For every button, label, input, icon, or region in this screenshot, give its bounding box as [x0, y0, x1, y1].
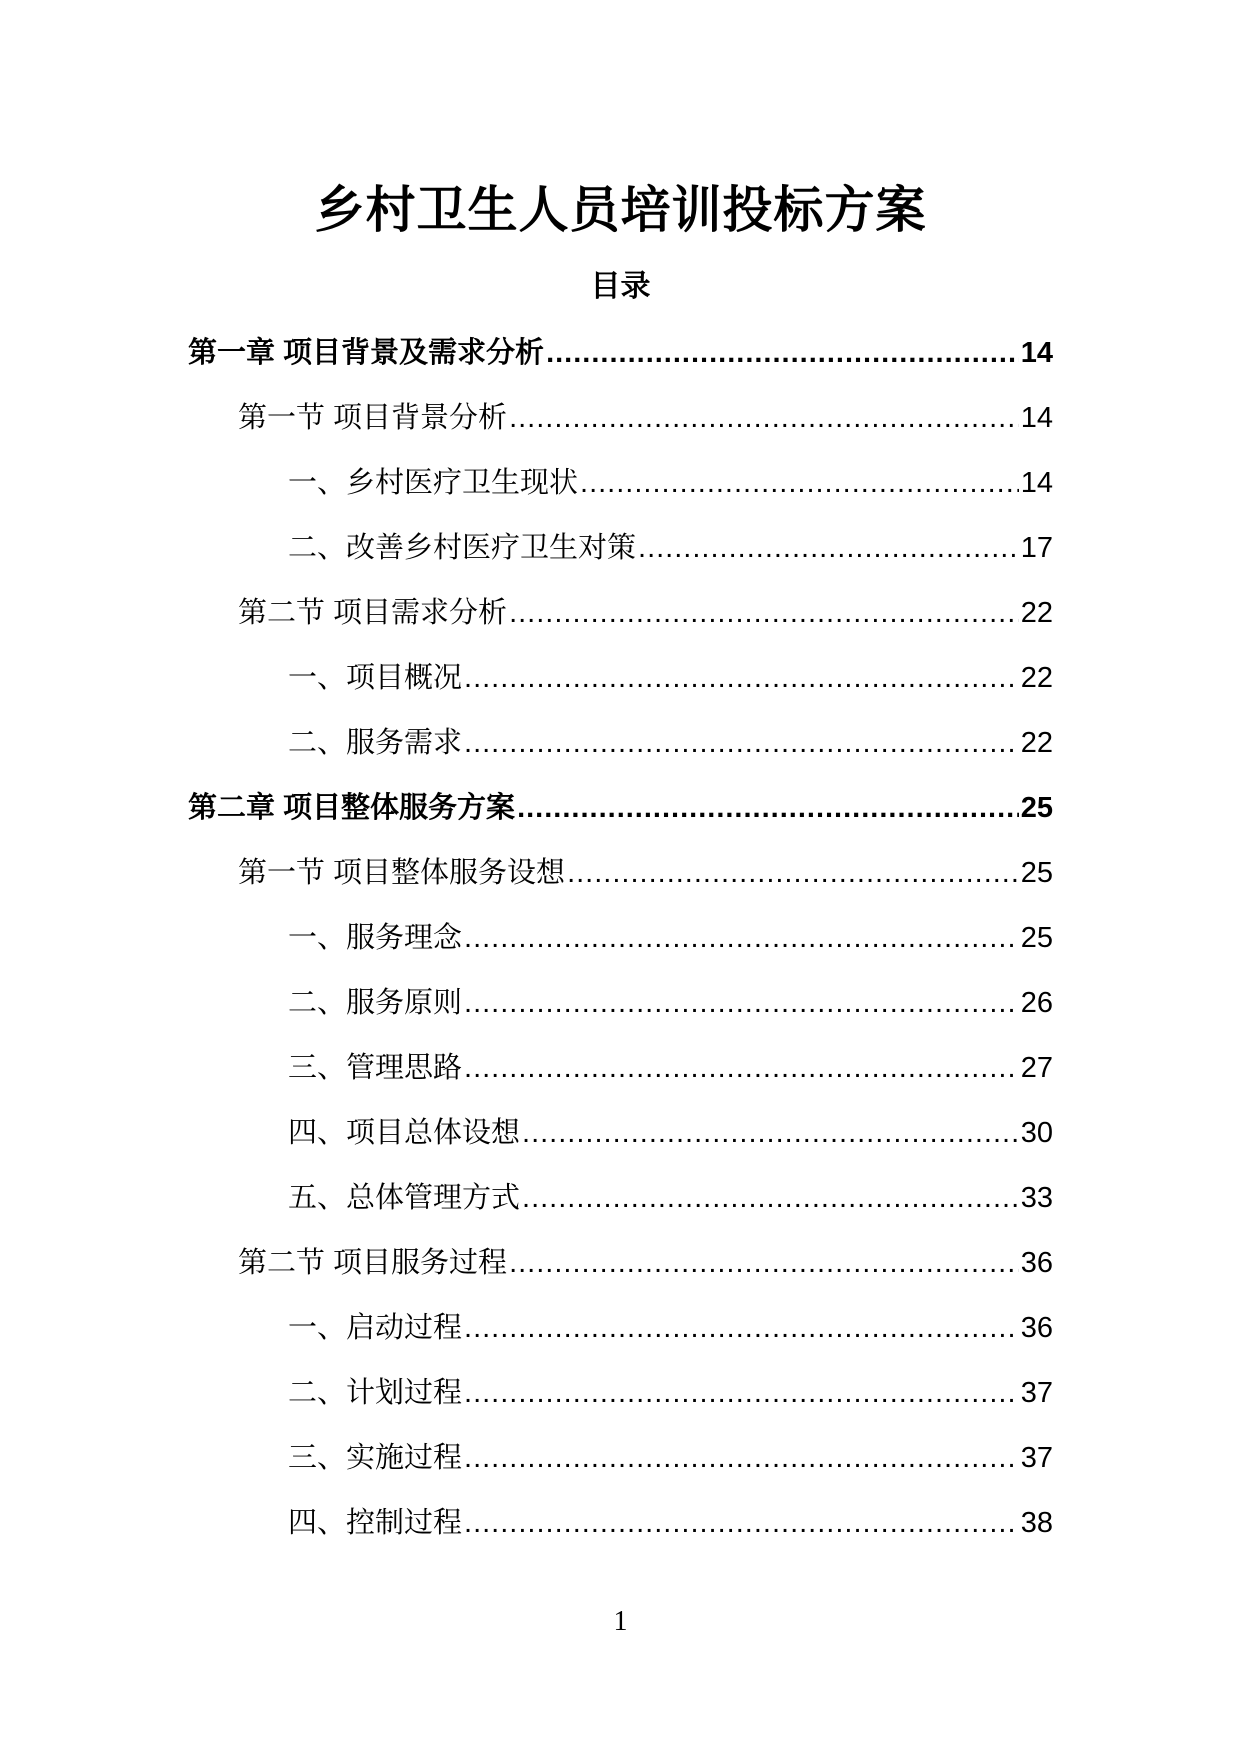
toc-entry[interactable]: [0, 916, 1241, 981]
toc-entry-page: 36: [1020, 1247, 1053, 1279]
toc-entry-page: 25: [1020, 792, 1053, 824]
toc-dot-leader: [567, 851, 1019, 895]
toc-entry-page: 14: [1020, 337, 1053, 369]
toc-dot-leader: [464, 1046, 1019, 1090]
toc-entry-label: 第二章 项目整体服务方案: [188, 792, 516, 824]
toc-dot-leader: [464, 1501, 1019, 1545]
toc-entry-label: 五、总体管理方式: [288, 1182, 521, 1214]
toc-entry-label: 二、改善乡村医疗卫生对策: [288, 532, 637, 564]
toc-entry-page: 27: [1020, 1052, 1053, 1084]
toc-entry[interactable]: [0, 1111, 1241, 1176]
toc-entry-label: 第二节 项目需求分析: [238, 597, 508, 629]
toc-entry-label: 第一节 项目整体服务设想: [238, 857, 566, 889]
toc-entry-page: 17: [1020, 532, 1053, 564]
toc-entry-page: 36: [1020, 1312, 1053, 1344]
toc-dot-leader: [464, 916, 1019, 960]
toc-dot-leader: [464, 1371, 1019, 1415]
toc-entry[interactable]: [0, 656, 1241, 721]
toc-entry-label: 一、服务理念: [288, 922, 463, 954]
toc-dot-leader: [464, 1436, 1019, 1480]
toc-entry-label: 第一节 项目背景分析: [238, 402, 508, 434]
toc-entry[interactable]: [0, 851, 1241, 916]
toc-dot-leader: [580, 461, 1019, 505]
toc-dot-leader: [522, 1111, 1019, 1155]
toc-entry-label: 二、计划过程: [288, 1377, 463, 1409]
table-of-contents: [0, 331, 1241, 1566]
toc-entry-label: 四、控制过程: [288, 1507, 463, 1539]
toc-dot-leader: [509, 1241, 1019, 1285]
toc-dot-leader: [522, 1176, 1019, 1220]
toc-entry[interactable]: [0, 1046, 1241, 1111]
toc-entry-label: 一、启动过程: [288, 1312, 463, 1344]
toc-dot-leader: [464, 656, 1019, 700]
toc-dot-leader: [464, 721, 1019, 765]
toc-heading: 目录: [590, 270, 651, 303]
toc-entry-page: 33: [1020, 1182, 1053, 1214]
toc-entry-page: 22: [1020, 727, 1053, 759]
toc-entry[interactable]: [0, 1241, 1241, 1306]
toc-dot-leader: [464, 1306, 1019, 1350]
toc-entry[interactable]: [0, 1371, 1241, 1436]
toc-entry-label: 第二节 项目服务过程: [238, 1247, 508, 1279]
toc-dot-leader: [546, 331, 1019, 375]
toc-entry-page: 38: [1020, 1507, 1053, 1539]
toc-entry[interactable]: [0, 1306, 1241, 1371]
toc-entry-page: 14: [1020, 467, 1053, 499]
toc-entry[interactable]: [0, 721, 1241, 786]
toc-entry[interactable]: [0, 981, 1241, 1046]
toc-entry-label: 三、管理思路: [288, 1052, 463, 1084]
toc-entry[interactable]: [0, 396, 1241, 461]
toc-dot-leader: [638, 526, 1019, 570]
document-title: 乡村卫生人员培训投标方案: [314, 182, 927, 238]
page-number: 1: [613, 1606, 628, 1637]
toc-dot-leader: [517, 786, 1019, 830]
toc-entry-page: 30: [1020, 1117, 1053, 1149]
toc-entry-label: 四、项目总体设想: [288, 1117, 521, 1149]
toc-entry-page: 25: [1020, 922, 1053, 954]
toc-entry[interactable]: [0, 526, 1241, 591]
toc-entry-page: 22: [1020, 597, 1053, 629]
toc-entry[interactable]: [0, 1436, 1241, 1501]
toc-dot-leader: [464, 981, 1019, 1025]
toc-entry-label: 二、服务原则: [288, 987, 463, 1019]
toc-entry[interactable]: [0, 461, 1241, 526]
toc-entry[interactable]: [0, 1501, 1241, 1566]
toc-entry-label: 二、服务需求: [288, 727, 463, 759]
toc-entry[interactable]: [0, 786, 1241, 851]
toc-entry-page: 14: [1020, 402, 1053, 434]
toc-entry[interactable]: [0, 591, 1241, 656]
toc-dot-leader: [509, 591, 1019, 635]
toc-entry-page: 25: [1020, 857, 1053, 889]
toc-entry-page: 37: [1020, 1442, 1053, 1474]
toc-entry[interactable]: [0, 1176, 1241, 1241]
toc-entry-page: 22: [1020, 662, 1053, 694]
toc-entry-page: 26: [1020, 987, 1053, 1019]
toc-entry[interactable]: [0, 331, 1241, 396]
toc-entry-label: 三、实施过程: [288, 1442, 463, 1474]
toc-entry-label: 一、项目概况: [288, 662, 463, 694]
toc-entry-page: 37: [1020, 1377, 1053, 1409]
toc-entry-label: 一、乡村医疗卫生现状: [288, 467, 579, 499]
toc-dot-leader: [509, 396, 1019, 440]
toc-entry-label: 第一章 项目背景及需求分析: [188, 337, 545, 369]
